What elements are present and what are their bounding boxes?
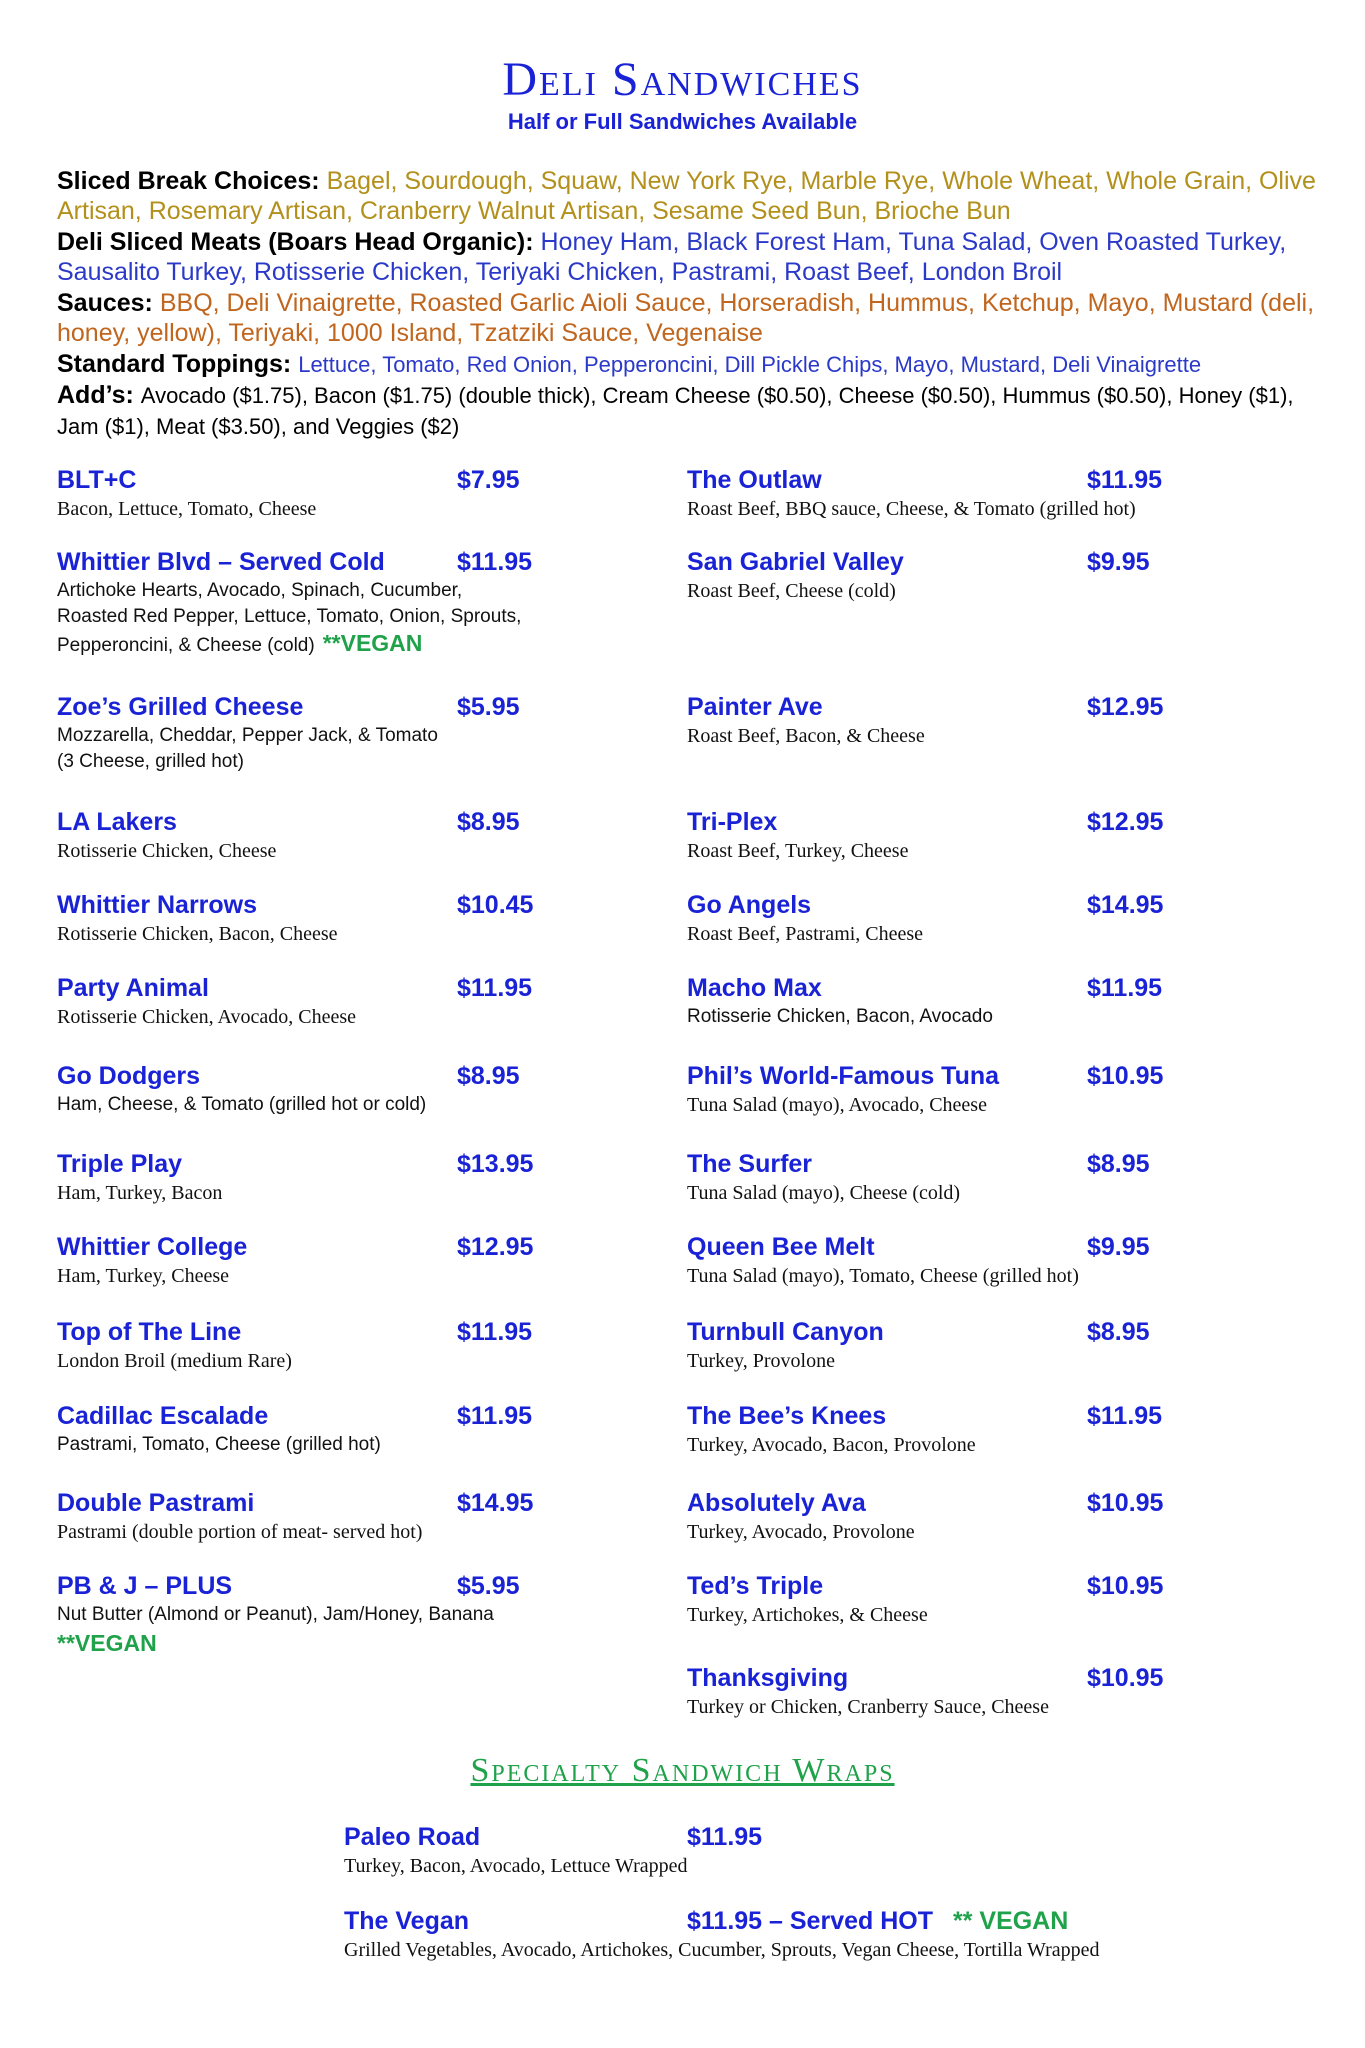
item-price: $10.95 (1087, 1572, 1164, 1600)
wrap-description: Turkey, Bacon, Avocado, Lettuce Wrapped (344, 1855, 688, 1877)
item-name: Macho Max (687, 974, 822, 1002)
item-description (57, 1092, 426, 1118)
item-description-text: Bacon, Lettuce, Tomato, Cheese (57, 498, 317, 520)
item-price: $11.95 (1087, 1402, 1163, 1430)
sauces-list: BBQ, Deli Vinaigrette, Roasted Garlic Aioli Sauce, Horseradish, Hummus, Ketchup, Mayo, Mustard (deli, honey, yellow), Teriyaki, 1000 Island, Tzatziki Sauce, Vegenaise (57, 289, 1315, 347)
vegan-badge: **VEGAN (322, 630, 423, 656)
item-price: $11.95 (457, 1318, 533, 1346)
item-description (687, 838, 908, 864)
item-name: Double Pastrami (57, 1489, 255, 1517)
item-description (687, 1519, 915, 1545)
item-name: Phil’s World-Famous Tuna (687, 1062, 1000, 1090)
item-name: Painter Ave (687, 693, 823, 721)
wrap-description: Grilled Vegetables, Avocado, Artichokes, Cucumber, Sprouts, Vegan Cheese, Tortilla Wrapped (344, 1939, 1100, 1961)
item-price: $14.95 (457, 1489, 534, 1517)
item-price: $5.95 (457, 693, 520, 721)
item-name: Absolutely Ava (687, 1489, 866, 1517)
item-name: Triple Play (57, 1150, 183, 1178)
deli-meats (57, 227, 1317, 287)
item-price: $10.45 (457, 891, 534, 919)
item-name: The Outlaw (687, 466, 822, 494)
item-price: $10.95 (1087, 1664, 1164, 1692)
item-description (57, 630, 422, 659)
toppings-label: Standard Toppings: (57, 350, 292, 378)
add-ons (57, 380, 1317, 442)
item-price: $10.95 (1087, 1062, 1164, 1090)
item-price: $13.95 (457, 1150, 534, 1178)
item-description-text: Tuna Salad (mayo), Avocado, Cheese (687, 1094, 987, 1116)
item-price: $8.95 (1087, 1318, 1150, 1346)
item-price: $8.95 (457, 1062, 520, 1090)
item-description (687, 921, 923, 947)
item-description-text: Roast Beef, BBQ sauce, Cheese, & Tomato (grilled hot) (687, 498, 1136, 520)
toppings-list: Lettuce, Tomato, Red Onion, Pepperoncini, Dill Pickle Chips, Mayo, Mustard, Deli Vinaigrette (298, 352, 1202, 377)
item-description-text: Turkey or Chicken, Cranberry Sauce, Cheese (687, 1696, 1049, 1718)
item-name: Whittier College (57, 1233, 248, 1261)
bread-label: Sliced Break Choices: (57, 167, 320, 195)
item-description-text: Turkey, Avocado, Bacon, Provolone (687, 1434, 976, 1456)
item-name: Top of The Line (57, 1318, 242, 1346)
item-name: The Surfer (687, 1150, 813, 1178)
item-price: $9.95 (1087, 548, 1150, 576)
item-name: Tri-Plex (687, 808, 778, 836)
item-price: $12.95 (1087, 808, 1164, 836)
item-description (687, 1180, 960, 1206)
item-description (687, 1092, 987, 1118)
wrap-name: Paleo Road (344, 1823, 481, 1851)
item-description (687, 1004, 993, 1030)
meats-label: Deli Sliced Meats (Boars Head Organic): (57, 228, 534, 256)
sauces (57, 288, 1317, 348)
item-description-text: Mozzarella, Cheddar, Pepper Jack, & Tomato (57, 725, 438, 746)
item-name: Queen Bee Melt (687, 1233, 875, 1261)
item-name: San Gabriel Valley (687, 548, 904, 576)
item-description-text: Tuna Salad (mayo), Tomato, Cheese (grilled hot) (687, 1265, 1079, 1287)
item-description-text: Pepperoncini, & Cheese (cold) (57, 635, 315, 656)
bread-list: Bagel, Sourdough, Squaw, New York Rye, Marble Rye, Whole Wheat, Whole Grain, Olive Artisan, Rosemary Artisan, Cranberry Walnut Artisan, Sesame Seed Bun, Brioche Bun (57, 167, 1316, 225)
item-name: Ted’s Triple (687, 1572, 824, 1600)
item-price: $11.95 (457, 1402, 533, 1430)
item-name: Turnbull Canyon (687, 1318, 884, 1346)
item-description-text: Rotisserie Chicken, Avocado, Cheese (57, 1006, 357, 1028)
item-description-text: Pastrami, Tomato, Cheese (grilled hot) (57, 1434, 381, 1455)
item-description (57, 1602, 494, 1628)
item-description-text: Roast Beef, Turkey, Cheese (687, 840, 909, 862)
item-price: $8.95 (1087, 1150, 1150, 1178)
item-description-text: Pastrami (double portion of meat- served hot) (57, 1521, 423, 1543)
item-description-text: Rotisserie Chicken, Bacon, Avocado (687, 1006, 993, 1027)
item-price: $8.95 (457, 808, 520, 836)
item-description-text: Turkey, Provolone (687, 1350, 835, 1372)
item-name: Party Animal (57, 974, 209, 1002)
item-price: $11.95 (1087, 974, 1163, 1002)
item-price: $14.95 (1087, 891, 1164, 919)
item-description (57, 921, 338, 947)
item-price: $12.95 (457, 1233, 534, 1261)
item-description-text: Turkey, Artichokes, & Cheese (687, 1604, 928, 1626)
page-title: Deli Sandwiches (502, 53, 863, 106)
item-description (57, 838, 276, 864)
item-description (687, 1432, 976, 1458)
item-description (57, 723, 438, 749)
standard-toppings (57, 349, 1317, 380)
item-description (57, 1180, 222, 1206)
item-name: BLT+C (57, 466, 137, 494)
wrap-price-text: $11.95 – Served HOT (687, 1907, 933, 1935)
wrap-name: The Vegan (344, 1907, 470, 1935)
item-description-text: Ham, Turkey, Bacon (57, 1182, 223, 1204)
item-name: PB & J – PLUS (57, 1572, 233, 1600)
wrap-price (687, 1823, 762, 1852)
item-price: $10.95 (1087, 1489, 1164, 1517)
item-description-text: Roast Beef, Bacon, & Cheese (687, 725, 925, 747)
item-description-text: Rotisserie Chicken, Cheese (57, 840, 277, 862)
item-price: $11.95 (457, 548, 533, 576)
item-name: LA Lakers (57, 808, 177, 836)
item-description (687, 1602, 928, 1628)
item-description (57, 496, 316, 522)
item-description-text: Nut Butter (Almond or Peanut), Jam/Honey, Banana (57, 1604, 494, 1625)
item-price: $5.95 (457, 1572, 520, 1600)
item-description (57, 1432, 381, 1458)
item-name: Go Angels (687, 891, 812, 919)
wraps-section-title: Specialty Sandwich Wraps (470, 1752, 895, 1789)
item-description-text: Roasted Red Pepper, Lettuce, Tomato, Onion, Sprouts, (57, 606, 522, 627)
item-description-text: London Broil (medium Rare) (57, 1350, 292, 1372)
item-price: $11.95 (1087, 466, 1163, 494)
item-description-text: Roast Beef, Pastrami, Cheese (687, 923, 924, 945)
vegan-badge: **VEGAN (57, 1630, 157, 1656)
item-description (57, 578, 462, 604)
item-description (57, 1263, 229, 1289)
wrap-price-text: $11.95 (687, 1823, 763, 1851)
item-description (57, 1519, 422, 1545)
item-description (687, 496, 1136, 522)
adds-list: Avocado ($1.75), Bacon ($1.75) (double thick), Cream Cheese ($0.50), Cheese ($0.50), Hummus ($0.50), Honey ($1), Jam ($1), Meat ($3.50), and Veggies ($2) (57, 383, 1294, 439)
item-description (57, 749, 244, 775)
item-description-text: Artichoke Hearts, Avocado, Spinach, Cucumber, (57, 580, 463, 601)
item-description (57, 604, 521, 630)
item-description-text: Tuna Salad (mayo), Cheese (cold) (687, 1182, 961, 1204)
wrap-price (687, 1907, 1068, 1936)
item-description (687, 1263, 1079, 1289)
item-name: Whittier Blvd – Served Cold (57, 548, 385, 576)
item-description-text: Turkey, Avocado, Provolone (687, 1521, 915, 1543)
item-description-text: Roast Beef, Cheese (cold) (687, 580, 896, 602)
item-price: $11.95 (457, 974, 533, 1002)
sauces-label: Sauces: (57, 289, 153, 317)
item-description (687, 1348, 835, 1374)
item-name: Thanksgiving (687, 1664, 849, 1692)
adds-label: Add’s: (57, 381, 134, 409)
item-name: The Bee’s Knees (687, 1402, 887, 1430)
item-price: $12.95 (1087, 693, 1164, 721)
item-name: Whittier Narrows (57, 891, 258, 919)
item-description (687, 1694, 1049, 1720)
item-price: $9.95 (1087, 1233, 1150, 1261)
vegan-badge: ** VEGAN (952, 1907, 1069, 1935)
item-description-text: Ham, Cheese, & Tomato (grilled hot or cold) (57, 1094, 427, 1115)
bread-choices (57, 166, 1317, 226)
item-description-text: (3 Cheese, grilled hot) (57, 751, 244, 772)
item-description (57, 1004, 356, 1030)
item-price: $7.95 (457, 466, 520, 494)
item-description (57, 1348, 292, 1374)
item-name: Zoe’s Grilled Cheese (57, 693, 304, 721)
item-description (687, 723, 925, 749)
item-description-text: Rotisserie Chicken, Bacon, Cheese (57, 923, 338, 945)
meats-list: Honey Ham, Black Forest Ham, Tuna Salad, Oven Roasted Turkey, Sausalito Turkey, Rotisserie Chicken, Teriyaki Chicken, Pastrami, Roast Beef, London Broil (57, 228, 1287, 286)
item-description-text: Ham, Turkey, Cheese (57, 1265, 230, 1287)
item-description (687, 578, 896, 604)
item-name: Go Dodgers (57, 1062, 201, 1090)
page-subtitle: Half or Full Sandwiches Available (507, 109, 858, 134)
item-name: Cadillac Escalade (57, 1402, 269, 1430)
